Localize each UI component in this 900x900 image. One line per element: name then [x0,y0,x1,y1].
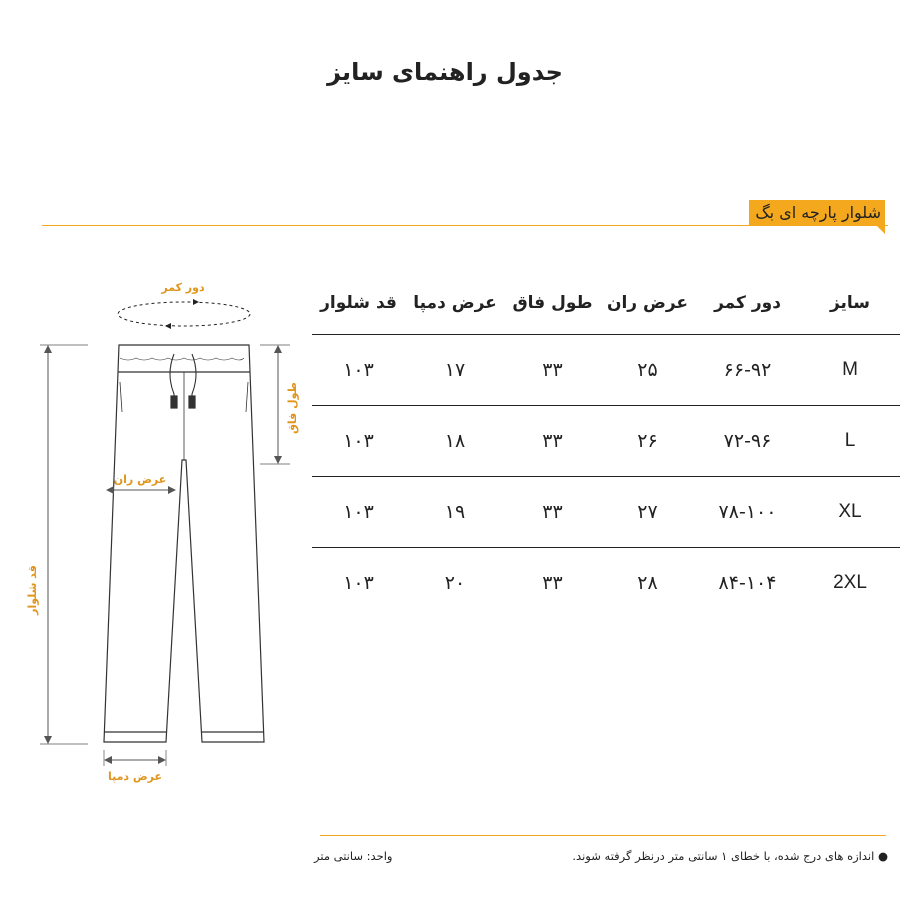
length-label: قد شلوار [26,565,39,615]
cell-waist: ۷۲-۹۶ [695,406,800,477]
cell-thigh: ۲۸ [637,572,658,594]
footer-unit: واحد: سانتی متر [314,849,393,863]
table-row [312,548,900,619]
cell-size: M [800,335,900,406]
size-table [312,272,900,618]
cell-length: ۱۰۳ [343,572,374,594]
cell-hem: ۱۸ [405,406,505,477]
length-measure-line [40,345,88,744]
header-length: قد شلوار [312,272,405,335]
footer-divider [320,835,886,836]
table-row [312,477,900,548]
header-hem: عرض دمپا [405,272,505,335]
cell-rise: ۳۳ [505,406,600,477]
table-header-row [312,272,900,335]
cell-rise: ۳۳ [542,572,563,594]
footer-note [572,849,888,863]
bullet-icon: ● [877,849,888,863]
cell-hem: ۲۰ [444,572,466,594]
hem-measure-line [104,750,166,766]
cell-thigh: ۲۷ [600,477,695,548]
cell-size: 2XL [833,572,867,593]
pants-diagram [0,270,300,790]
header-size: سایز [800,272,900,335]
cell-rise: ۳۳ [505,477,600,548]
cell-hem: ۱۹ [405,477,505,548]
page-title: جدول راهنمای سایز [327,58,563,86]
cell-size: XL [800,477,900,548]
waist-label: دور کمر [161,281,205,294]
cell-size: L [800,406,900,477]
cell-waist: ۸۴-۱۰۴ [718,572,777,594]
thigh-label: عرض ران [113,473,167,486]
footer-note-text: اندازه های درج شده، با خطای ۱ سانتی متر درنظر گرفته شوند. [572,849,875,863]
cell-thigh: ۲۶ [600,406,695,477]
cell-waist: ۶۶-۹۲ [695,335,800,406]
hem-label: عرض دمپا [107,770,163,783]
cell-waist: ۷۸-۱۰۰ [695,477,800,548]
section-label-pointer [877,226,885,234]
cell-hem: ۱۷ [405,335,505,406]
table-row [312,335,900,406]
rise-label: طول فاق [286,382,299,434]
pants-outline [104,345,264,742]
cell-length: ۱۰۳ [312,335,405,406]
header-rise: طول فاق [505,272,600,335]
cell-length: ۱۰۳ [312,406,405,477]
cell-thigh: ۲۵ [600,335,695,406]
cell-length: ۱۰۳ [312,477,405,548]
waist-measure-icon [118,299,250,329]
table-row [312,406,900,477]
header-thigh: عرض ران [600,272,695,335]
header-waist: دور کمر [695,272,800,335]
cell-rise: ۳۳ [505,335,600,406]
section-label: شلوار پارچه ای بگ [749,200,885,226]
